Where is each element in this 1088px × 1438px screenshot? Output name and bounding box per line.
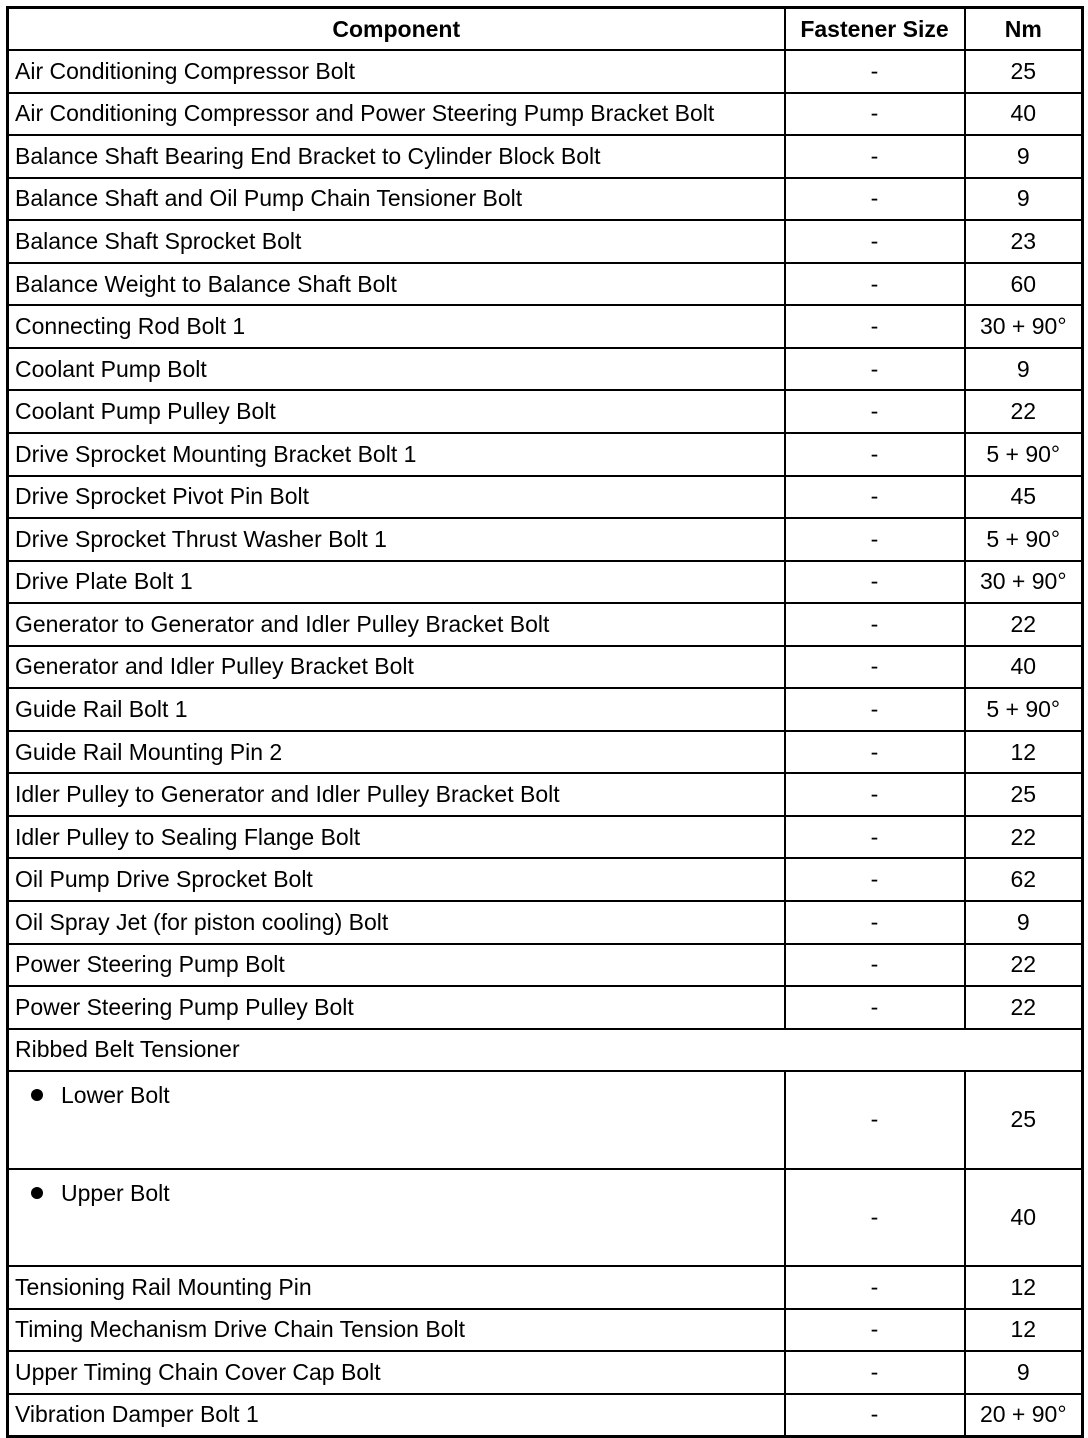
nm-cell: 12 bbox=[965, 1266, 1083, 1309]
fastener-size-cell: - bbox=[785, 688, 965, 731]
component-cell: Vibration Damper Bolt 1 bbox=[8, 1394, 785, 1437]
fastener-size-cell: - bbox=[785, 220, 965, 263]
component-cell: Idler Pulley to Generator and Idler Pulley Bracket Bolt bbox=[8, 773, 785, 816]
nm-cell: 9 bbox=[965, 348, 1083, 391]
nm-cell: 62 bbox=[965, 858, 1083, 901]
nm-cell: 20 + 90° bbox=[965, 1394, 1083, 1437]
group-row bbox=[8, 1029, 1083, 1072]
table-row bbox=[8, 901, 1083, 944]
nm-cell: 9 bbox=[965, 178, 1083, 221]
nm-cell: 40 bbox=[965, 1169, 1083, 1267]
fastener-size-cell: - bbox=[785, 93, 965, 136]
table-row bbox=[8, 93, 1083, 136]
table-body bbox=[8, 50, 1083, 1436]
table-row bbox=[8, 561, 1083, 604]
component-cell bbox=[8, 1071, 785, 1169]
table-row bbox=[8, 135, 1083, 178]
fastener-size-cell: - bbox=[785, 50, 965, 93]
fastener-size-cell: - bbox=[785, 178, 965, 221]
nm-cell: 25 bbox=[965, 50, 1083, 93]
component-cell: Coolant Pump Bolt bbox=[8, 348, 785, 391]
fastener-size-cell: - bbox=[785, 433, 965, 476]
table-row bbox=[8, 603, 1083, 646]
component-cell: Drive Sprocket Thrust Washer Bolt 1 bbox=[8, 518, 785, 561]
fastener-size-cell: - bbox=[785, 1169, 965, 1267]
fastener-size-cell: - bbox=[785, 944, 965, 987]
component-cell: Power Steering Pump Pulley Bolt bbox=[8, 986, 785, 1029]
fastener-size-cell: - bbox=[785, 305, 965, 348]
table-row bbox=[8, 731, 1083, 774]
component-cell: Air Conditioning Compressor and Power Steering Pump Bracket Bolt bbox=[8, 93, 785, 136]
nm-cell: 23 bbox=[965, 220, 1083, 263]
fastener-size-cell: - bbox=[785, 1394, 965, 1437]
nm-cell: 30 + 90° bbox=[965, 561, 1083, 604]
fastener-size-cell: - bbox=[785, 816, 965, 859]
table-row bbox=[8, 773, 1083, 816]
fastener-size-cell: - bbox=[785, 901, 965, 944]
nm-cell: 40 bbox=[965, 646, 1083, 689]
bullet-label: Lower Bolt bbox=[61, 1082, 170, 1109]
table-row bbox=[8, 1309, 1083, 1352]
component-cell: Timing Mechanism Drive Chain Tension Bolt bbox=[8, 1309, 785, 1352]
component-cell: Drive Plate Bolt 1 bbox=[8, 561, 785, 604]
nm-cell: 9 bbox=[965, 901, 1083, 944]
table-row bbox=[8, 816, 1083, 859]
table-row bbox=[8, 986, 1083, 1029]
table-row bbox=[8, 646, 1083, 689]
component-cell: Tensioning Rail Mounting Pin bbox=[8, 1266, 785, 1309]
fastener-size-cell: - bbox=[785, 1309, 965, 1352]
component-cell: Oil Pump Drive Sprocket Bolt bbox=[8, 858, 785, 901]
component-cell bbox=[8, 1169, 785, 1267]
fastener-size-cell: - bbox=[785, 1071, 965, 1169]
table-row bbox=[8, 944, 1083, 987]
table-row bbox=[8, 518, 1083, 561]
nm-cell: 9 bbox=[965, 1351, 1083, 1394]
nm-cell: 22 bbox=[965, 390, 1083, 433]
table-row bbox=[8, 858, 1083, 901]
fastener-size-cell: - bbox=[785, 1266, 965, 1309]
fastener-size-cell: - bbox=[785, 135, 965, 178]
nm-cell: 5 + 90° bbox=[965, 688, 1083, 731]
nm-cell: 45 bbox=[965, 476, 1083, 519]
component-cell: Upper Timing Chain Cover Cap Bolt bbox=[8, 1351, 785, 1394]
header-fastener-size: Fastener Size bbox=[785, 8, 965, 51]
nm-cell: 25 bbox=[965, 773, 1083, 816]
table-row bbox=[8, 688, 1083, 731]
component-cell: Power Steering Pump Bolt bbox=[8, 944, 785, 987]
nm-cell: 9 bbox=[965, 135, 1083, 178]
nm-cell: 12 bbox=[965, 731, 1083, 774]
component-cell: Connecting Rod Bolt 1 bbox=[8, 305, 785, 348]
fastener-size-cell: - bbox=[785, 731, 965, 774]
group-title: Ribbed Belt Tensioner bbox=[8, 1029, 1083, 1072]
nm-cell: 30 + 90° bbox=[965, 305, 1083, 348]
table-row bbox=[8, 1351, 1083, 1394]
nm-cell: 12 bbox=[965, 1309, 1083, 1352]
component-cell: Oil Spray Jet (for piston cooling) Bolt bbox=[8, 901, 785, 944]
torque-spec-table bbox=[6, 6, 1084, 1438]
nm-cell: 22 bbox=[965, 986, 1083, 1029]
fastener-size-cell: - bbox=[785, 390, 965, 433]
nm-cell: 5 + 90° bbox=[965, 518, 1083, 561]
table-row bbox=[8, 1071, 1083, 1169]
component-cell: Balance Weight to Balance Shaft Bolt bbox=[8, 263, 785, 306]
fastener-size-cell: - bbox=[785, 858, 965, 901]
fastener-size-cell: - bbox=[785, 646, 965, 689]
table-row bbox=[8, 178, 1083, 221]
component-cell: Guide Rail Mounting Pin 2 bbox=[8, 731, 785, 774]
nm-cell: 40 bbox=[965, 93, 1083, 136]
header-component: Component bbox=[8, 8, 785, 51]
component-cell: Balance Shaft Sprocket Bolt bbox=[8, 220, 785, 263]
nm-cell: 60 bbox=[965, 263, 1083, 306]
nm-cell: 22 bbox=[965, 603, 1083, 646]
table-row bbox=[8, 263, 1083, 306]
table-row bbox=[8, 220, 1083, 263]
fastener-size-cell: - bbox=[785, 1351, 965, 1394]
fastener-size-cell: - bbox=[785, 603, 965, 646]
fastener-size-cell: - bbox=[785, 773, 965, 816]
table-row bbox=[8, 433, 1083, 476]
bullet-icon bbox=[31, 1089, 43, 1101]
component-cell: Balance Shaft Bearing End Bracket to Cylinder Block Bolt bbox=[8, 135, 785, 178]
fastener-size-cell: - bbox=[785, 518, 965, 561]
bullet-label: Upper Bolt bbox=[61, 1179, 170, 1206]
table-row bbox=[8, 476, 1083, 519]
nm-cell: 25 bbox=[965, 1071, 1083, 1169]
component-cell: Drive Sprocket Mounting Bracket Bolt 1 bbox=[8, 433, 785, 476]
bullet-icon bbox=[31, 1187, 43, 1199]
fastener-size-cell: - bbox=[785, 561, 965, 604]
component-cell: Guide Rail Bolt 1 bbox=[8, 688, 785, 731]
fastener-size-cell: - bbox=[785, 348, 965, 391]
component-cell: Generator and Idler Pulley Bracket Bolt bbox=[8, 646, 785, 689]
component-cell: Drive Sprocket Pivot Pin Bolt bbox=[8, 476, 785, 519]
component-cell: Coolant Pump Pulley Bolt bbox=[8, 390, 785, 433]
component-cell: Generator to Generator and Idler Pulley Bracket Bolt bbox=[8, 603, 785, 646]
table-row bbox=[8, 348, 1083, 391]
nm-cell: 5 + 90° bbox=[965, 433, 1083, 476]
table-row bbox=[8, 50, 1083, 93]
nm-cell: 22 bbox=[965, 944, 1083, 987]
table-row bbox=[8, 1169, 1083, 1267]
table-row bbox=[8, 1394, 1083, 1437]
component-cell: Air Conditioning Compressor Bolt bbox=[8, 50, 785, 93]
header-row bbox=[8, 8, 1083, 51]
fastener-size-cell: - bbox=[785, 476, 965, 519]
header-nm: Nm bbox=[965, 8, 1083, 51]
table-row bbox=[8, 1266, 1083, 1309]
fastener-size-cell: - bbox=[785, 986, 965, 1029]
component-cell: Balance Shaft and Oil Pump Chain Tensioner Bolt bbox=[8, 178, 785, 221]
table-row bbox=[8, 390, 1083, 433]
nm-cell: 22 bbox=[965, 816, 1083, 859]
table-row bbox=[8, 305, 1083, 348]
component-cell: Idler Pulley to Sealing Flange Bolt bbox=[8, 816, 785, 859]
fastener-size-cell: - bbox=[785, 263, 965, 306]
